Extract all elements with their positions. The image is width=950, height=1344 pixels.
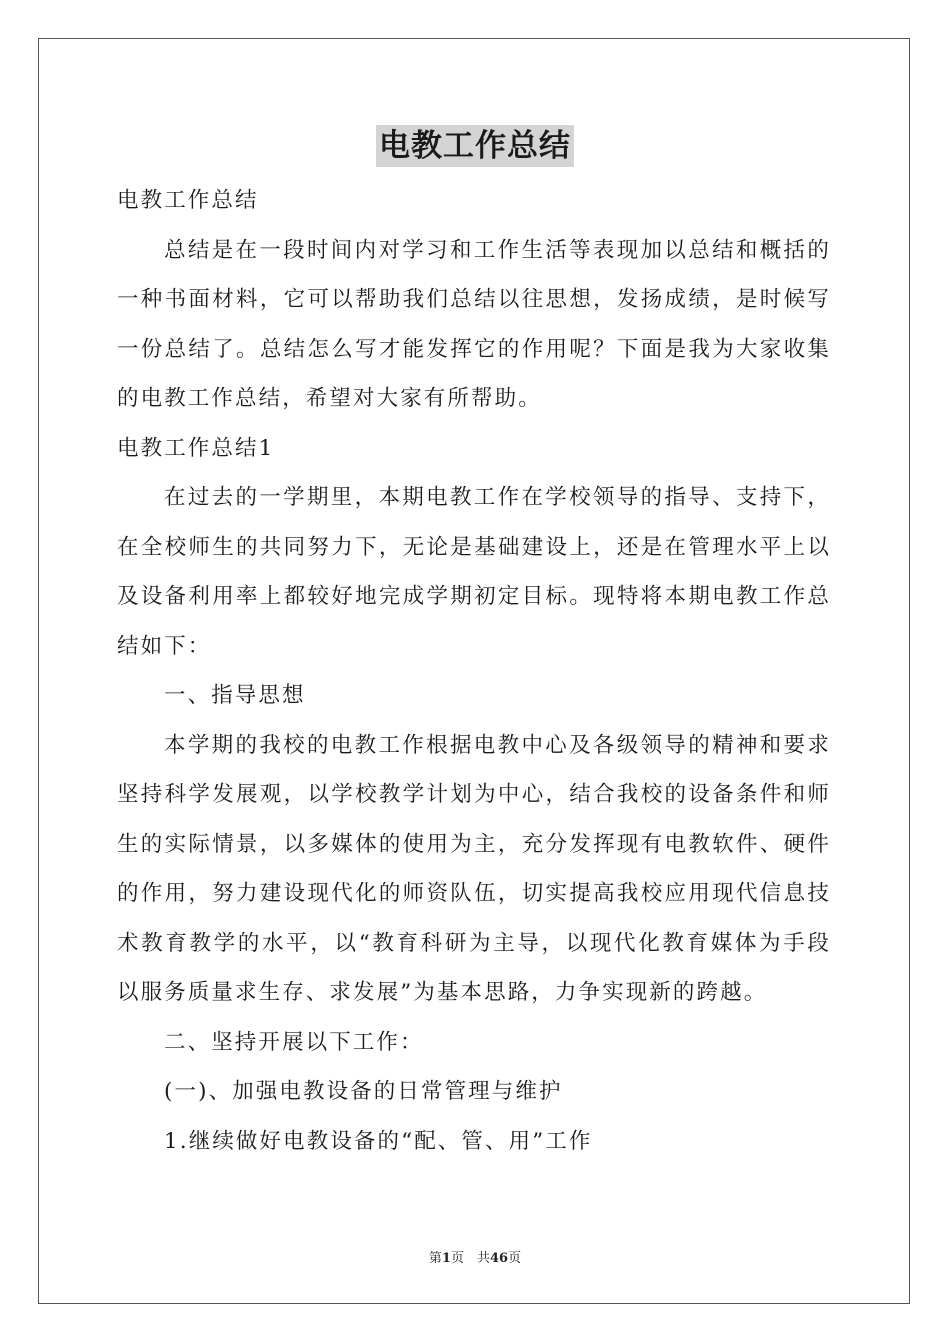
footer-middle: 页 共 xyxy=(450,1251,490,1266)
body-paragraph: 1.继续做好电教设备的“配、管、用”工作 xyxy=(164,1128,593,1154)
footer-prefix: 第 xyxy=(428,1251,442,1266)
footer-suffix: 页 xyxy=(508,1251,522,1266)
page-footer xyxy=(0,1247,950,1266)
title-container xyxy=(0,125,950,167)
body-paragraph: 本学期的我校的电教工作根据电教中心及各级领导的精神和要求坚持科学发展观，以学校教学计划为中心，结合我校的设备条件和师生的实际情景，以多媒体的使用为主，充分发挥现有电教软件、硬件的作用，努力建设现代化的师资队伍，切实提高我校应用现代信息技术教育教学的水平，以“教育科研为主导，以现代化教育媒体为手段以服务质量求生存、求发展”为基本思路，力争实现新的跨越。 xyxy=(117,732,831,1005)
document-title: 电教工作总结 xyxy=(376,125,574,167)
total-pages-number: 46 xyxy=(489,1251,509,1266)
current-page-number: 1 xyxy=(441,1251,451,1266)
body-paragraph: 总结是在一段时间内对学习和工作生活等表现加以总结和概括的一种书面材料，它可以帮助我们总结以往思想，发扬成绩，是时候写一份总结了。总结怎么写才能发挥它的作用呢？下面是我为大家收集的电教工作总结，希望对大家有所帮助。 xyxy=(117,237,831,411)
document-body xyxy=(117,176,831,1166)
section-heading: 电教工作总结 xyxy=(117,188,259,213)
section-heading: 电教工作总结1 xyxy=(117,435,275,461)
body-paragraph: 在过去的一学期里，本期电教工作在学校领导的指导、支持下，在全校师生的共同努力下，无论是基础建设上，还是在管理水平上以及设备利用率上都较好地完成学期初定目标。现特将本期电教工作总结如下： xyxy=(117,485,831,659)
body-paragraph: 二、坚持开展以下工作： xyxy=(164,1029,424,1055)
body-paragraph: 一、指导思想 xyxy=(164,683,306,708)
body-paragraph: (一)、加强电教设备的日常管理与维护 xyxy=(164,1079,563,1104)
